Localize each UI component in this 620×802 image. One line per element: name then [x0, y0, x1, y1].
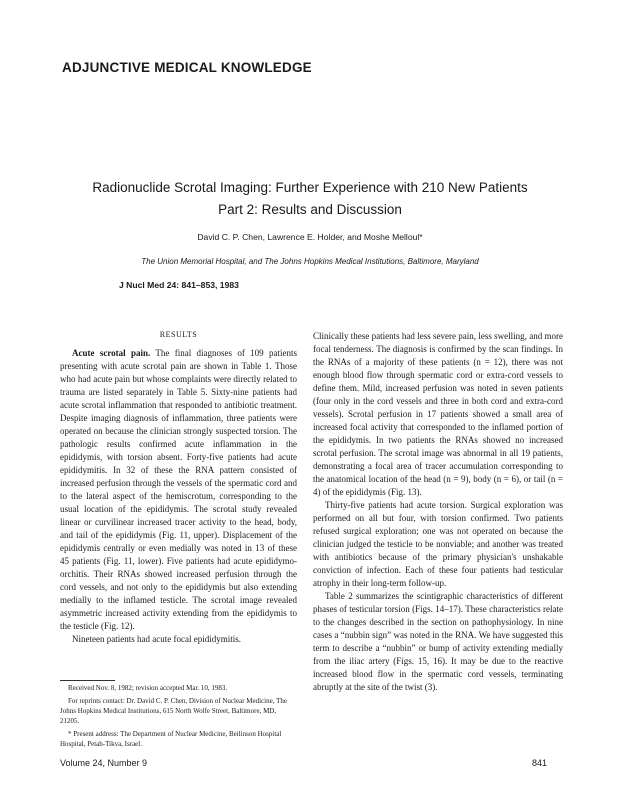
footnotes	[60, 683, 297, 752]
footnote-reprints: For reprints contact: Dr. David C. P. Chen, Division of Nuclear Medicine, The Johns Hopkins Medical Institutions, 615 North Wolfe Street, Baltimore, MD, 21205.	[60, 697, 287, 725]
journal-citation: J Nucl Med 24: 841–853, 1983	[119, 280, 239, 290]
section-heading: ADJUNCTIVE MEDICAL KNOWLEDGE	[62, 60, 312, 75]
article-title: Radionuclide Scrotal Imaging: Further Experience with 210 New Patients	[92, 180, 528, 195]
footnote-present-address: * Present address: The Department of Nuclear Medicine, Beilinson Hospital Hospital, Petah-Tikva, Israel.	[60, 730, 282, 748]
paragraph: Thirty-five patients had acute torsion. Surgical exploration was performed on all but four, with torsion confirmed. Two patients refused surgical exploration; one was not operated on because the clinician judged the testicle to be nonviable; and another was treated with antibiotics because of the primary physician's unshakable conviction of infection. Each of these four patients had testicular atrophy in their long-term follow-up.	[313, 500, 563, 588]
paragraph: Clinically these patients had less severe pain, less swelling, and more focal tenderness. The diagnosis is confirmed by the scan findings. In the RNAs of a majority of these patients (n = 12), there was not enough blood flow through spermatic cord or extra-cord vessels to define them. Mild, increased perfusion was noted in seven patients (four only in the cord vessels and three in both cord and extra-cord vessels). Scrotal perfusion in 17 patients showed a small area of increased focal activity that corresponded to the inflamed portion of the epididymis. In two patients the RNAs showed no increased scrotal perfusion. The scrotal image was abnormal in all 19 patients, demonstrating a focal area of tracer accumulation corresponding to the anatomical location of the head (n = 9), body (n = 6), or tail (n = 4) of the epididymis (Fig. 13).	[313, 331, 563, 497]
paragraph: Table 2 summarizes the scintigraphic characteristics of different phases of testicular torsion (Figs. 14–17). These characteristics relate to the changes described in the section on pathophysiology. In nine cases a “nubbin sign” was noted in the RNA. We have suggested this term to describe a “nubbin” or bump of activity extending medially from the iliac artery (Figs. 15, 16). It may be due to the reactive increased blood flow in the spermatic cord vessels, terminating abruptly at the site of the twist (3).	[313, 591, 563, 692]
results-heading: RESULTS	[159, 330, 198, 339]
left-column	[60, 328, 297, 646]
footnote-divider	[60, 680, 115, 681]
paragraph	[60, 347, 297, 633]
volume-info: Volume 24, Number 9	[60, 758, 148, 768]
article-subtitle: Part 2: Results and Discussion	[218, 202, 402, 217]
paragraph: Nineteen patients had acute focal epididymitis.	[72, 634, 241, 644]
page-number: 841	[532, 758, 548, 768]
author-list: David C. P. Chen, Lawrence E. Holder, and Moshe Melloul*	[197, 232, 423, 242]
affiliation: The Union Memorial Hospital, and The Johns Hopkins Medical Institutions, Baltimore, Maryland	[141, 257, 479, 266]
paragraph-text: The final diagnoses of 109 patients presenting with acute scrotal pain are shown in Table 1. Those who had acute pain but whose complaints were directly related to trauma are listed separately in Table 5. Sixty-nine patients had acute scrotal inflammation that responded to antibiotic treatment. Despite imaging diagnosis of inflammation, three patients were operated on because the clinician strongly suspected torsion. The pathologic results confirmed acute inflammation in the epididymis, with torsion absent. Forty-five patients had acute epididymitis. In 32 of these the RNA pattern consisted of increased perfusion through the vessels of the spermatic cord and to the lateral aspect of the hemiscrotum, corresponding to the usual location of the epididymis. The scrotal study revealed linear or curvilinear increased tracer activity to the head, body, and tail of the epididymis (Fig. 11, upper). Displacement of the epididymis centrally or even medially was noted in 13 of these 45 patients (Fig. 11, lower). Five patients had acute epididymo-orchitis. Their RNAs showed increased perfusion through the cord vessels, and not only to the epididymis but also extending medially to the inflamed testicle. The scrotal image revealed asymmetric increased activity extending from the epididymis to the testicle (Fig. 12).	[60, 348, 297, 631]
footnote-received: Received Nov. 8, 1982; revision accepted Mar. 10, 1983.	[68, 684, 228, 692]
right-column	[313, 330, 563, 694]
run-in-heading: Acute scrotal pain.	[72, 348, 151, 358]
